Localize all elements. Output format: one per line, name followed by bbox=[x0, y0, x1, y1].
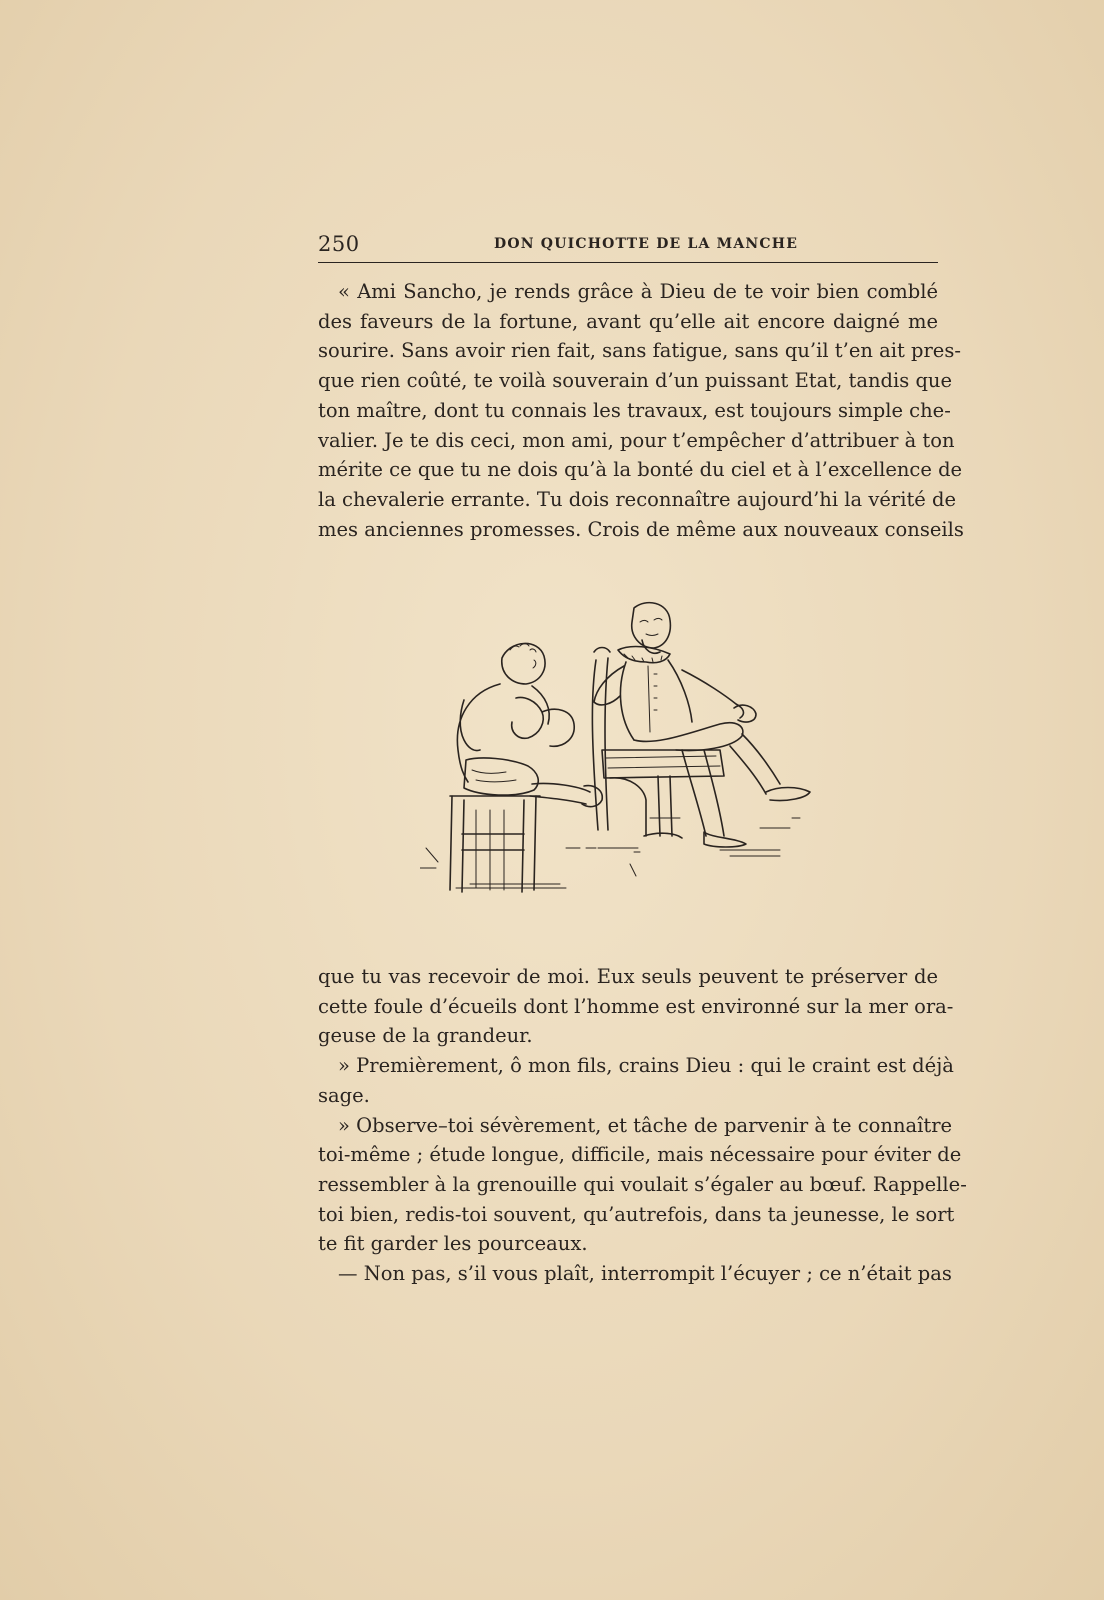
text-line: — Non pas, s’il vous plaît, interrompit l’écuyer ; ce n’était pas bbox=[338, 1262, 952, 1286]
left-figure bbox=[450, 643, 602, 892]
text-line: valier. Je te dis ceci, mon ami, pour t’empêcher d’attribuer à ton bbox=[318, 428, 955, 452]
illustration-drawing bbox=[420, 600, 840, 910]
page-header bbox=[318, 232, 938, 260]
text-line: toi bien, redis-toi souvent, qu’autrefois, dans ta jeunesse, le sort bbox=[318, 1202, 955, 1226]
text-line: mes anciennes promesses. Crois de même aux nouveaux conseils bbox=[318, 517, 964, 541]
text-line: » Observe–toi sévèrement, et tâche de parvenir à te connaître bbox=[338, 1113, 953, 1137]
text-line: que rien coûté, te voilà souverain d’un puissant Etat, tandis que bbox=[318, 369, 953, 393]
illustration-two-seated-figures bbox=[420, 600, 840, 910]
text-line: la chevalerie errante. Tu dois reconnaître aujourd’hi la vérité de bbox=[318, 487, 957, 511]
header-rule bbox=[318, 262, 938, 263]
floor-hatching bbox=[420, 818, 800, 876]
text-line: mérite ce que tu ne dois qu’à la bonté du ciel et à l’excellence de bbox=[318, 458, 963, 482]
text-line: » Premièrement, ô mon fils, crains Dieu : qui le craint est déjà bbox=[338, 1054, 954, 1078]
body-text-bottom bbox=[318, 962, 967, 1289]
text-line: sourire. Sans avoir rien fait, sans fatigue, sans qu’il t’en ait pres- bbox=[318, 339, 961, 363]
text-line: toi-même ; étude longue, difficile, mais nécessaire pour éviter de bbox=[318, 1143, 962, 1167]
text-line: ton maître, dont tu connais les travaux, est toujours simple che- bbox=[318, 398, 951, 422]
page-number: 250 bbox=[318, 232, 360, 256]
text-line: que tu vas recevoir de moi. Eux seuls peuvent te préserver de bbox=[318, 965, 938, 988]
text-line: ressembler à la grenouille qui voulait s’égaler au bœuf. Rappelle- bbox=[318, 1172, 967, 1196]
running-title: DON QUICHOTTE DE LA MANCHE bbox=[494, 236, 799, 252]
text-line: des faveurs de la fortune, avant qu’elle ait encore daigné me bbox=[318, 309, 938, 333]
text-line: cette foule d’écueils dont l’homme est environné sur la mer ora- bbox=[318, 994, 954, 1018]
body-text-top bbox=[318, 277, 964, 544]
text-line: geuse de la grandeur. bbox=[318, 1024, 533, 1048]
right-figure bbox=[592, 603, 810, 848]
text-line: te fit garder les pourceaux. bbox=[318, 1232, 588, 1256]
text-line: sage. bbox=[318, 1083, 370, 1107]
text-line: « Ami Sancho, je rends grâce à Dieu de te voir bien comblé bbox=[338, 280, 938, 303]
